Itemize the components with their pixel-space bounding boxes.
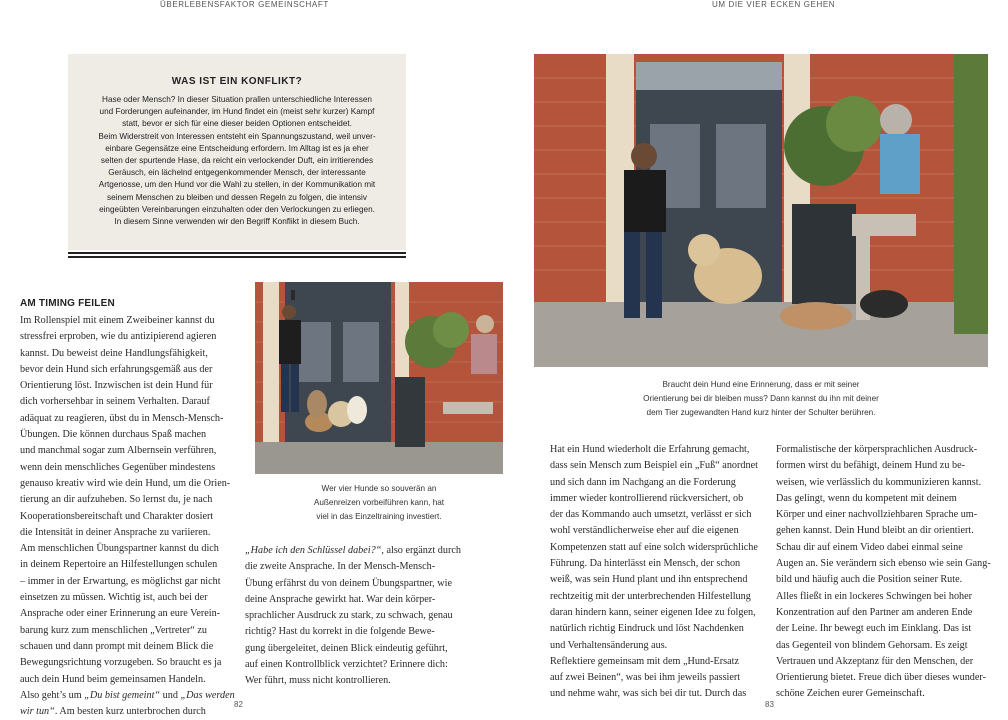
emphasis-text: „Habe ich den Schlüssel dabei?“ xyxy=(245,545,382,556)
photo-touching-dog xyxy=(534,54,988,367)
photo-walking-four-dogs xyxy=(255,282,503,474)
info-box-line: eingeübten Vereinbarungen einzuhalten oder den Verlockungen zu erliegen. xyxy=(99,204,375,214)
body-column-3: Hat ein Hund wiederholt die Erfahrung gemacht, dass sein Mensch zum Beispiel ein „Fuß“ anordnet und sich dann im Nachgang an die Forderung immer wieder kontrollierend rückversichert, ob der das Kommando auch umsetzt, verlässt er sich wohl verständlicherweise eher auf die eigenen Kompetenzen statt auf eine solch widersprüchliche Führung. Da hinterlässt ein Mensch, der schon weiß, was sein Hund plant und ihn entsprechend rechtzeitig mit der unterbrechenden Hilfestellung daran hindern kann, seiner eigenen Idee zu folgen, natürlich richtig Eindruck und löst Nachdenken und Verhaltensänderung aus. Reflektiere gemeinsam mit dem „Hund-Ersatz auf zwei Beinen“, was bei ihm jeweils passiert und nehme wahr, was sich bei dir tut. Durch das xyxy=(550,444,758,700)
running-head-right: UM DIE VIER ECKEN GEHEN xyxy=(712,0,836,9)
body-column-2 xyxy=(245,543,467,690)
info-box-line: Beim Widerstreit von Interessen entsteht ein Spannungszustand, weil unver- xyxy=(98,131,376,141)
info-box-line: Artgenosse, um den Hund vor die Wahl zu stellen, in der Kommunikation mit xyxy=(98,180,376,190)
body-text: . Am besten kurz unterbrochen durch xyxy=(54,706,206,718)
info-box-text xyxy=(82,94,392,228)
body-text: , also ergänzt durch die zweite Ansprache. In der Mensch-Mensch- Übung erfährst du von deinem Übungspartner, wie deine Ansprache gewirkt hat. War dein körper- sprachlicher Ausdruck zu stark, zu schwach, genau richtig? Hast du korrekt in die folgende Bewe- gung übergeleitet, deinen Blick eindeutig geführt, auf einen Kontrollblick verzichtet? Erinnere dich: Wer führt, muss nicht kontrollieren. xyxy=(245,545,461,687)
page-number-right: 83 xyxy=(765,700,774,709)
info-box xyxy=(68,54,406,250)
emphasis-text: „Das werden wir tun“ xyxy=(20,689,235,718)
info-box-line: selten der spurtende Hase, da reicht ein verlockender Duft, ein irritierendes xyxy=(100,156,374,166)
section-heading: AM TIMING FEILEN xyxy=(20,298,115,309)
info-box-line: Hase oder Mensch? In dieser Situation prallen unterschiedliche Interessen xyxy=(102,95,372,104)
info-box-line: Geräusch, ein lächelnd entgegenkommender Mensch, der interessante xyxy=(108,168,366,178)
body-text: Im Rollenspiel mit einem Zweibeiner kannst du stressfrei erproben, wie du antizipierend agieren kannst. Du beweist deine Handlungsfähigkeit, bevor dein Hund sich erfahrungsgemäß aus der Orientierung löst. Inzwischen ist dein Hund für dich vorhersehbar in seinem Verhalten. Darauf adäquat zu reagieren, übst du in Mensch-Mensch- Übungen. Die können durchaus Spaß machen und manchmal sogar zum Albernsein verführen, wenn dein menschliches Gegenüber mindestens genauso kreativ wird wie dein Hund, um die Orien- tierung an dir aufzuheben. So lernst du, je nach Kooperationsbereitschaft und Charakter dosiert die Intensität in deiner Ansprache zu variieren. Am menschlichen Übungspartner kannst du dich in deinem Repertoire an Hilfestellungen schulen – immer in der Erwartung, es möglichst gar nicht einsetzen zu müssen. Wichtig ist, auch bei der Ansprache oder einer Erinnerung an eure Verein- barung kurz zum menschlichen „Vertreter“ zu schauen und dann prompt mit deinem Blick die Bewegungsrichtung vorzugeben. So braucht es ja auch dein Hund beim gemeinsamen Handeln. Also geht’s um xyxy=(20,315,231,701)
box-rule-top xyxy=(68,252,406,254)
info-box-line: und Forderungen aufeinander, im Hund findet ein (meist sehr kurzer) Kampf xyxy=(99,107,375,117)
info-box-line: seinem Menschen zu bleiben und dessen Regeln zu folgen, die intensiv xyxy=(107,192,367,202)
info-box-line: statt, bevor er sich für eine dieser beiden Optionen entscheidet. xyxy=(122,119,352,129)
body-column-4: Formalistische der körpersprachlichen Ausdruck- formen wirst du befähigt, deinem Hund zu be- weisen, wie verlässlich du kommunizieren kannst. Das gelingt, wenn du kompetent mit deinem Körper und einer nachvollziehbaren Sprache um- gehen kannst. Dein Hund bleibt an dir orientiert. Schau dir auf einem Video dabei einmal seine Augen an. Sie verändern sich ebenso wie sein Gang- bild und häufig auch die Position seiner Rute. Alles fließt in ein lockeres Schwingen bei hoher Konzentration auf den Partner am anderen Ende der Leine. Ihr bewegt euch im Einklang. Das ist das Gegenteil von blindem Gehorsam. Es zeigt Vertrauen und Akzeptanz für den Menschen, der Orientierung bietet. Freue dich über dieses wunder- schöne Zeichen eurer Gemeinschaft. xyxy=(776,444,991,700)
info-box-line: einbare Gegensätze eine Entscheidung erfordern. Im Alltag ist es ja eher xyxy=(105,143,369,153)
info-box-line: In diesem Sinne verwenden wir den Begriff Konflikt in diesem Buch. xyxy=(114,217,360,227)
body-column-1 xyxy=(20,313,248,720)
running-head-left: ÜBERLEBENSFAKTOR GEMEINSCHAFT xyxy=(160,0,329,9)
box-rule-bottom xyxy=(68,256,406,258)
photo-caption-1: Wer vier Hunde so souverän an Außenreizen vorbeiführen kann, hat viel in das Einzeltraining investiert. xyxy=(313,484,445,521)
page-number-left: 82 xyxy=(234,700,243,709)
photo-caption-2: Braucht dein Hund eine Erinnerung, dass er mit seiner Orientierung bei dir bleiben muss? Dann kannst du ihn mit deiner dem Tier zugewandten Hand kurz hinter der Schulter berühren. xyxy=(643,380,879,417)
info-box-title: WAS IST EIN KONFLIKT? xyxy=(171,76,303,87)
emphasis-text: „Du bist gemeint“ xyxy=(84,689,161,701)
body-text: und xyxy=(160,689,181,701)
